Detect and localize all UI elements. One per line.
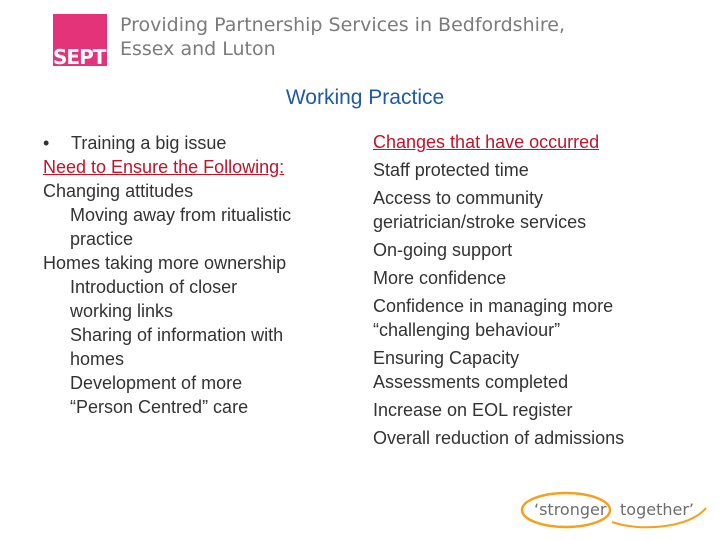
right-line: geriatrician/stroke services xyxy=(373,212,587,232)
left-line: practice xyxy=(70,229,134,249)
right-line: “challenging behaviour” xyxy=(373,320,561,340)
stronger-together-logo xyxy=(520,490,710,530)
left-line: Introduction of closer xyxy=(70,277,238,297)
tagline-word-1: ‘stronger xyxy=(534,500,607,519)
left-line: Changing attitudes xyxy=(43,181,194,201)
left-column xyxy=(43,131,353,419)
right-heading: Changes that have occurred xyxy=(373,132,600,152)
sept-logo-text: SEPT xyxy=(53,45,106,69)
right-line: Ensuring Capacity xyxy=(373,348,520,368)
right-line: Assessments completed xyxy=(373,372,569,392)
right-line: More confidence xyxy=(373,268,507,288)
right-line: Staff protected time xyxy=(373,160,529,180)
right-line: Access to community xyxy=(373,188,544,208)
right-column xyxy=(373,130,693,450)
left-line: Moving away from ritualistic xyxy=(70,205,292,225)
left-line: Development of more xyxy=(70,373,243,393)
right-line: Confidence in managing more xyxy=(373,296,614,316)
tagline-word-2: together’ xyxy=(620,500,694,519)
left-line: homes xyxy=(70,349,125,369)
left-line: Homes taking more ownership xyxy=(43,253,287,273)
left-heading: Need to Ensure the Following: xyxy=(43,157,285,177)
left-line: working links xyxy=(70,301,174,321)
right-line: On-going support xyxy=(373,240,513,260)
bullet-icon: • xyxy=(43,133,50,153)
right-line: Overall reduction of admissions xyxy=(373,428,625,448)
header-line-1: Providing Partnership Services in Bedfordshire, xyxy=(120,14,566,36)
left-line: “Person Centred” care xyxy=(70,397,249,417)
left-line xyxy=(43,131,353,155)
header-line-2: Essex and Luton xyxy=(120,38,276,60)
left-line: Sharing of information with xyxy=(70,325,284,345)
left-line-text: Training a big issue xyxy=(71,133,227,153)
slide-title: Working Practice xyxy=(285,86,445,109)
right-line: Increase on EOL register xyxy=(373,400,573,420)
